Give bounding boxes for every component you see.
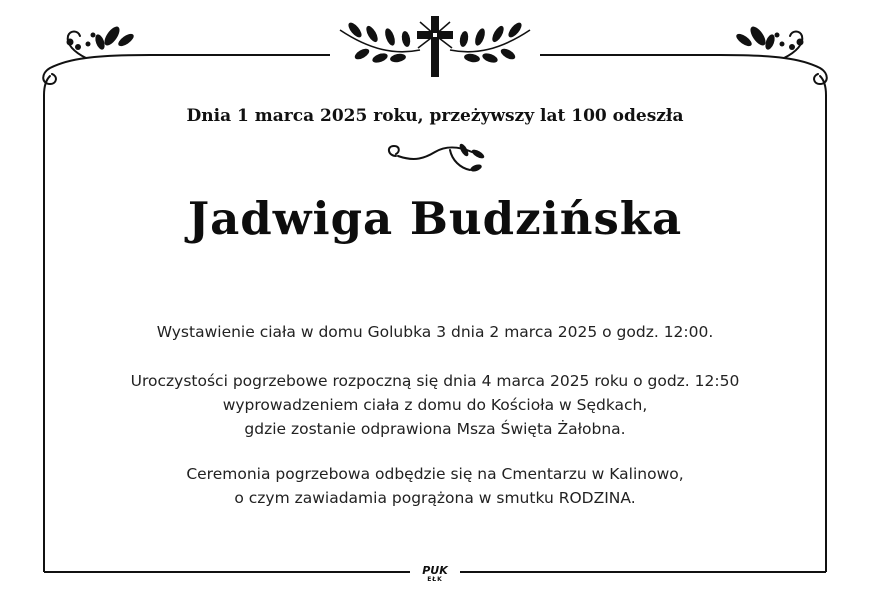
laurel-branch-icon xyxy=(450,21,530,65)
paragraph-line: Wystawienie ciała w domu Golubka 3 dnia 2 marca 2025 o godz. 12:00. xyxy=(156,323,714,341)
paragraph-line: Uroczystości pogrzebowe rozpoczną się dnia 4 marca 2025 roku o godz. 12:50 xyxy=(130,372,740,390)
paragraph-line: wyprowadzeniem ciała z domu do Kościoła w Sędkach, xyxy=(222,396,648,414)
laurel-branch-icon xyxy=(340,21,420,65)
death-announcement: Dnia 1 marca 2025 roku, przeżywszy lat 100 odeszła xyxy=(186,106,684,126)
logo-main-text: PUK xyxy=(422,564,448,577)
deceased-name: Jadwiga Budzińska xyxy=(187,192,683,245)
corner-flourish-icon xyxy=(43,24,150,95)
paragraph-line: Ceremonia pogrzebowa odbędzie się na Cmentarzu w Kalinowo, xyxy=(186,465,684,483)
viewing-paragraph xyxy=(0,320,870,344)
cross-icon xyxy=(417,16,453,77)
ceremony-paragraph xyxy=(0,462,870,510)
funeral-paragraph xyxy=(0,369,870,441)
logo-sub-text: EŁK xyxy=(427,576,443,583)
corner-flourish-icon xyxy=(720,24,827,95)
divider-vine-icon xyxy=(389,142,486,172)
paragraph-line: gdzie zostanie odprawiona Msza Święta Żałobna. xyxy=(244,420,626,438)
company-logo xyxy=(412,562,458,586)
paragraph-line: o czym zawiadamia pogrążona w smutku RODZINA. xyxy=(234,489,636,507)
